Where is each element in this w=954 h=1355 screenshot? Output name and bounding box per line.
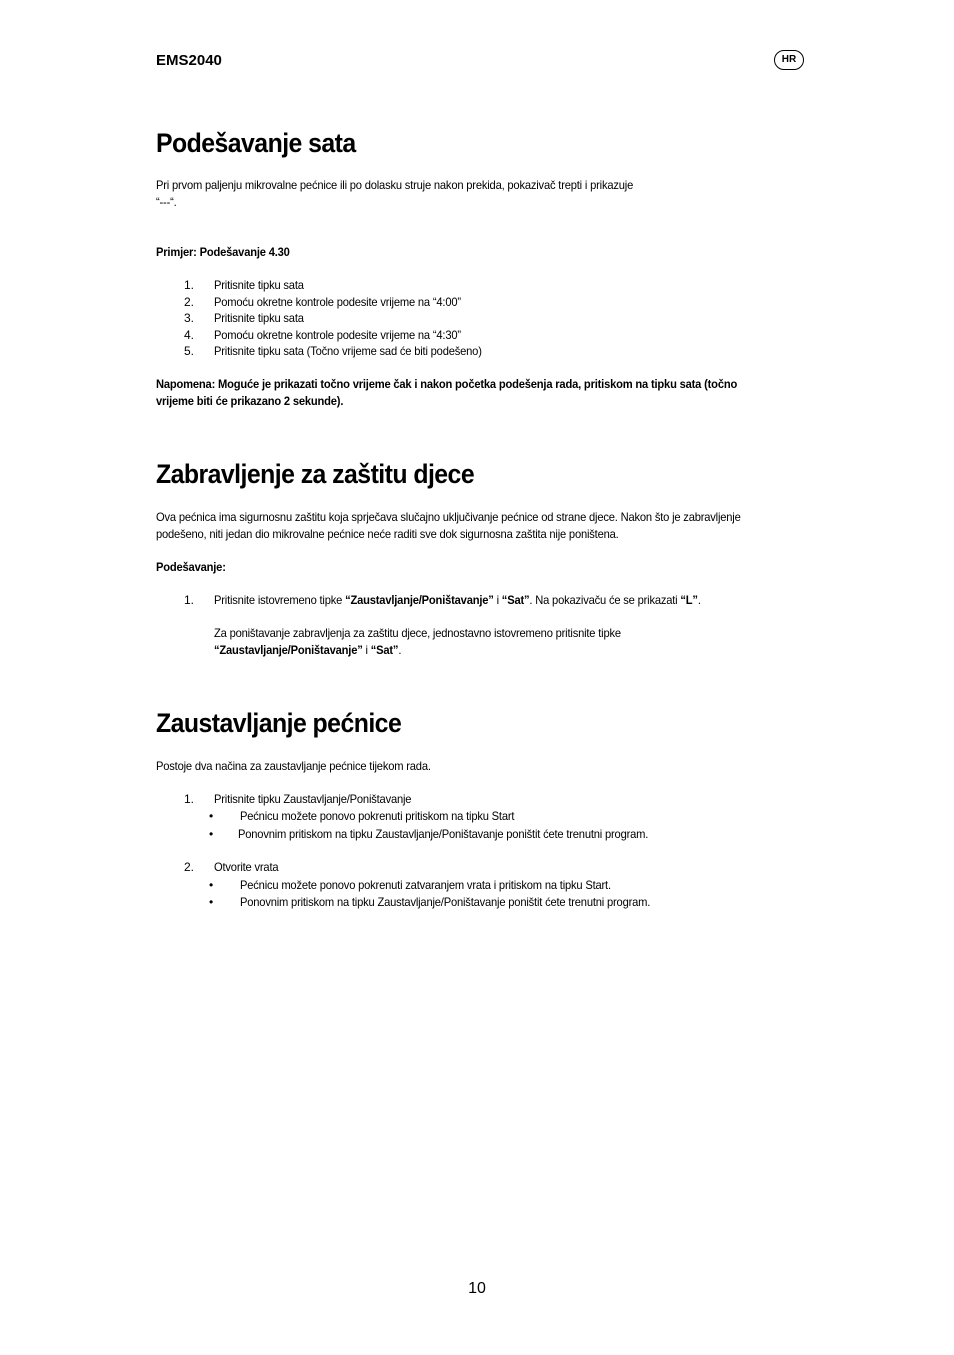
stopping-intro: Postoje dva načina za zaustavljanje pećnice tijekom rada. <box>156 759 431 773</box>
step-text: Pritisnite tipku sata (Točno vrijeme sad će biti podešeno) <box>214 344 482 358</box>
step-text: Pomoću okretne kontrole podesite vrijeme na “4:00” <box>214 295 461 309</box>
clock-key: “Sat” <box>501 593 530 607</box>
note-line-1: Napomena: Moguće je prikazati točno vrijeme čak i nakon početka podešenja rada, pritiskom na tipku sata (točno <box>156 377 738 391</box>
conjunction: i <box>362 643 371 657</box>
cancel-instruction-line-2 <box>214 642 772 659</box>
clock-intro-line-2: “---“. <box>156 195 177 209</box>
item-text: Pritisnite tipku Zaustavljanje/Poništavanje <box>214 792 412 806</box>
section-title-child-lock: Zabravljenje za zaštitu djece <box>156 459 475 489</box>
page-number: 10 <box>468 1280 486 1297</box>
step-number: 4. <box>184 328 195 342</box>
step-number: 3. <box>184 311 195 325</box>
item-text: Otvorite vrata <box>214 860 279 874</box>
step-text: . Na pokazivaču će se prikazati <box>529 593 681 607</box>
bullet-text: Ponovnim pritiskom na tipku Zaustavljanje/Poništavanje poništit ćete trenutni program. <box>238 827 649 841</box>
step-number: 5. <box>184 344 195 358</box>
setting-heading: Podešavanje: <box>156 560 226 574</box>
bullet-dot: • <box>209 878 214 892</box>
step-text: . <box>697 593 701 607</box>
step-number: 1. <box>184 593 195 607</box>
bullet-text: Pećnicu možete ponovo pokrenuti pritiskom na tipku Start <box>240 809 515 823</box>
step-number: 2. <box>184 295 195 309</box>
stop-cancel-key: “Zaustavljanje/Poništavanje” <box>345 593 494 607</box>
note-line-2: vrijeme biti će prikazano 2 sekunde). <box>156 394 344 408</box>
child-lock-intro-line-2: podešeno, niti jedan dio mikrovalne pećnice neće raditi sve dok sigurnosna zaštita nije poništena. <box>156 527 619 541</box>
conjunction: i <box>493 593 502 607</box>
stop-cancel-key: “Zaustavljanje/Poništavanje” <box>214 643 363 657</box>
lock-symbol: “L” <box>680 593 698 607</box>
clock-intro-line-1: Pri prvom paljenju mikrovalne pećnice ili po dolasku struje nakon prekida, pokazivač trepti i prikazuje <box>156 178 634 192</box>
step-text: Pomoću okretne kontrole podesite vrijeme na “4:30” <box>214 328 461 342</box>
step-text: Pritisnite tipku sata <box>214 311 304 325</box>
child-lock-step-1 <box>214 592 772 609</box>
clock-key: “Sat” <box>370 643 399 657</box>
child-lock-intro-line-1: Ova pećnica ima sigurnosnu zaštitu koja sprječava slučajno uključivanje pećnice od strane djece. Nakon što je zabravljenje <box>156 510 741 524</box>
item-number: 2. <box>184 860 195 874</box>
step-text: Pritisnite tipku sata <box>214 278 304 292</box>
item-number: 1. <box>184 792 195 806</box>
example-heading: Primjer: Podešavanje 4.30 <box>156 245 290 259</box>
model-number: EMS2040 <box>156 52 222 69</box>
section-title-stopping-oven: Zaustavljanje pećnice <box>156 708 402 738</box>
bullet-text: Pećnicu možete ponovo pokrenuti zatvaranjem vrata i pritiskom na tipku Start. <box>240 878 611 892</box>
language-badge: HR <box>774 50 804 70</box>
step-text: Pritisnite istovremeno tipke <box>214 593 346 607</box>
bullet-dot: • <box>209 895 214 909</box>
bullet-text: Ponovnim pritiskom na tipku Zaustavljanje/Poništavanje poništit ćete trenutni program. <box>240 895 651 909</box>
section-title-clock-setting: Podešavanje sata <box>156 128 356 158</box>
step-text: . <box>398 643 402 657</box>
cancel-instruction-line-1: Za poništavanje zabravljenja za zaštitu djece, jednostavno istovremeno pritisnite tipke <box>214 626 621 640</box>
step-number: 1. <box>184 278 195 292</box>
bullet-dot: • <box>209 827 214 841</box>
bullet-dot: • <box>209 809 214 823</box>
